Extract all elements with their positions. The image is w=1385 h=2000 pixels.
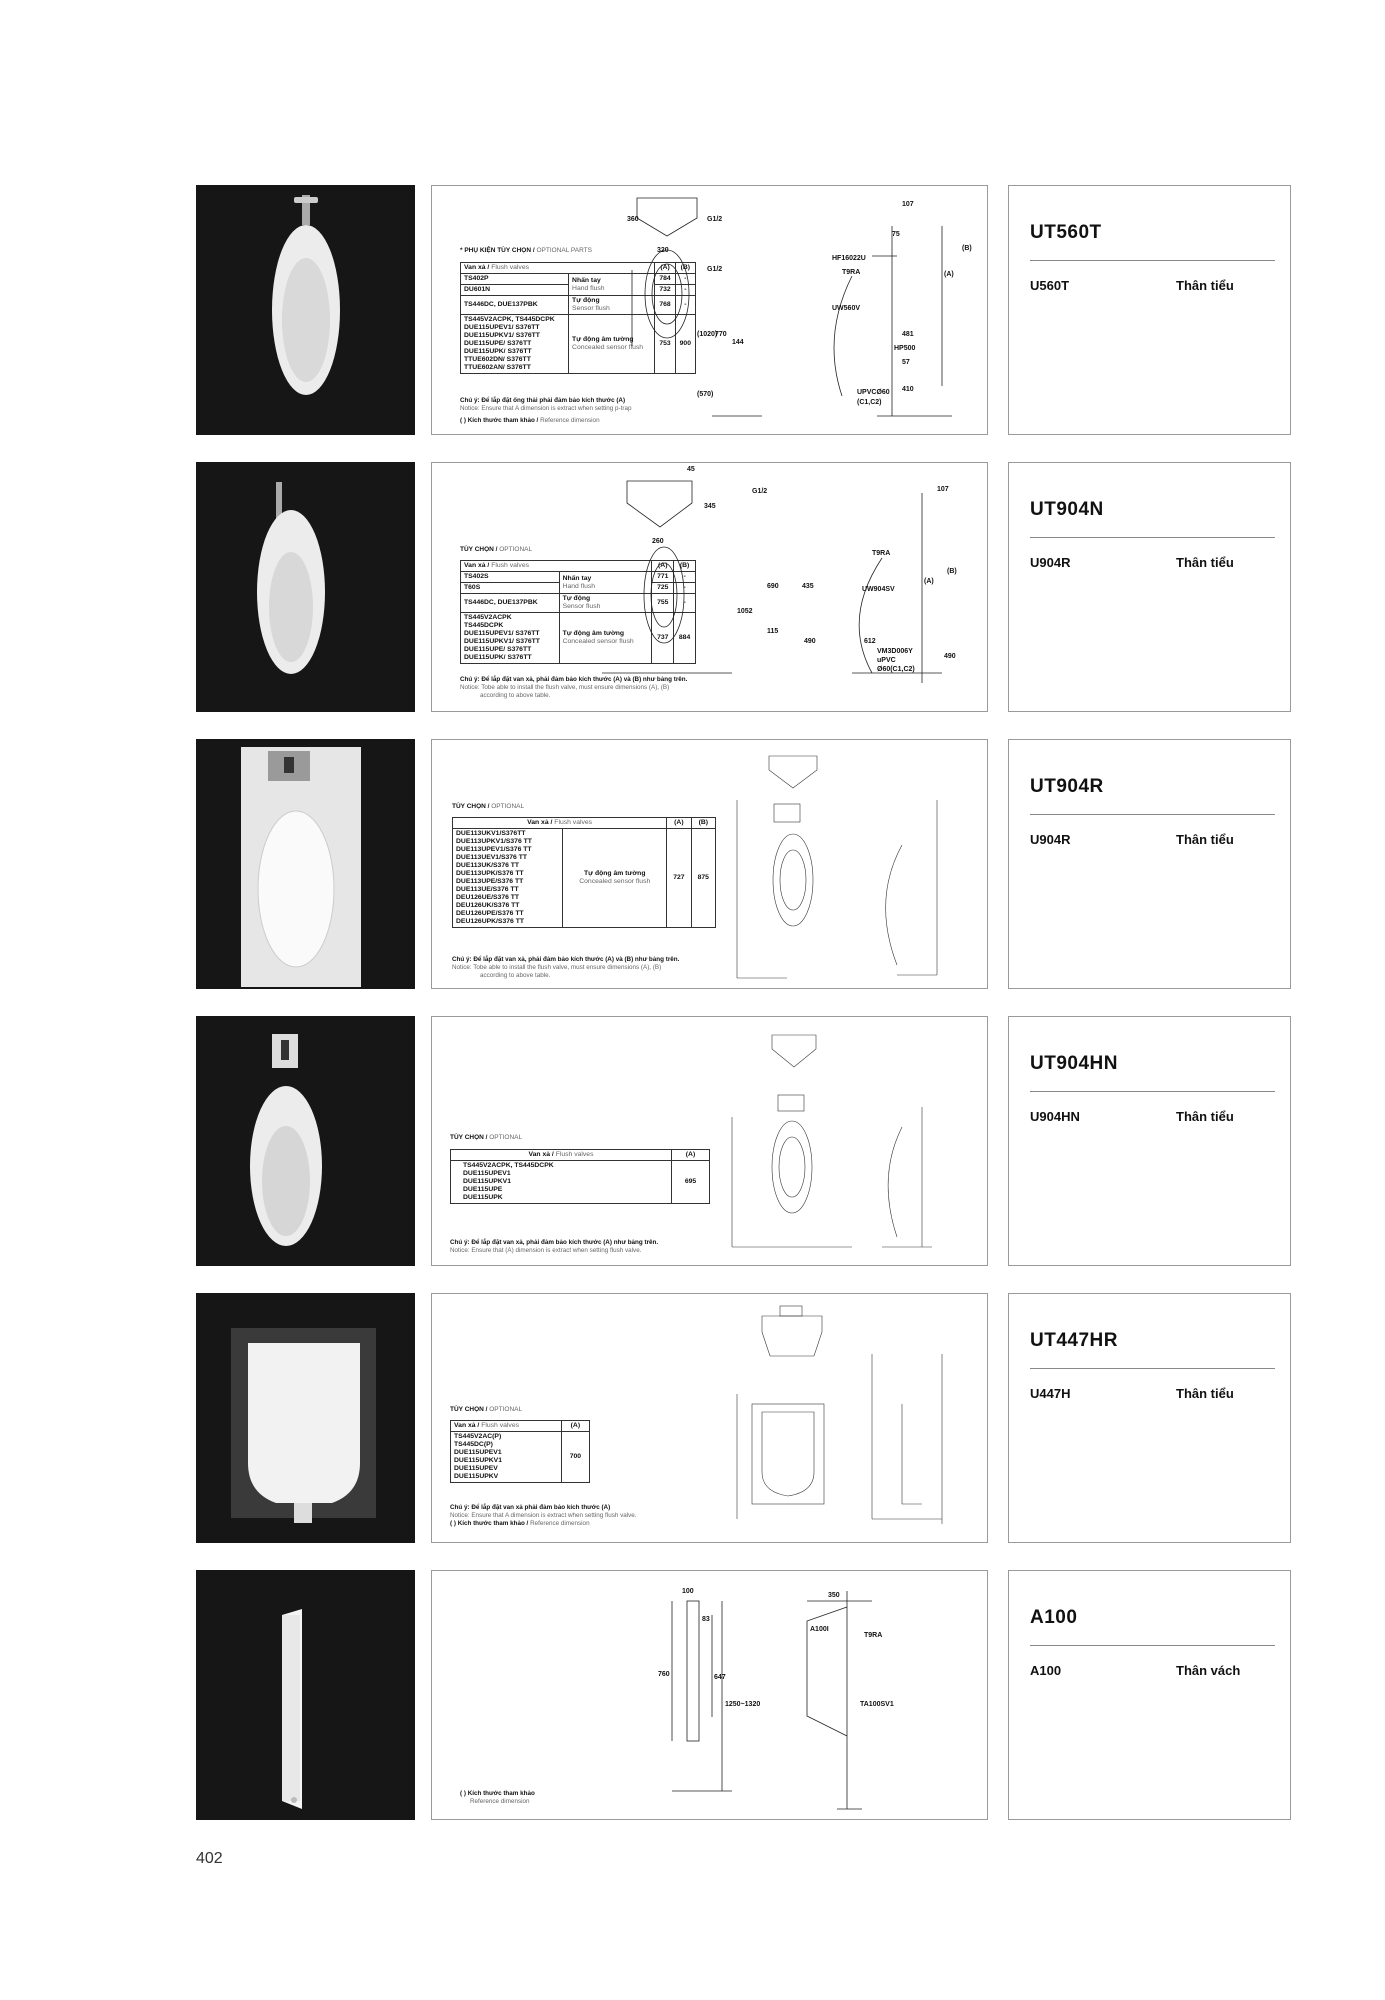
note-en: according to above table.	[480, 692, 551, 699]
product-row-ut447hr	[196, 1293, 1291, 1543]
note-en: Notice: Tobe able to install the flush valve, must ensure dimensions (A), (B)	[460, 684, 670, 691]
dim-label: T9RA	[842, 269, 861, 276]
row-type: Tự động	[572, 297, 600, 304]
dim-label: 144	[732, 339, 744, 346]
row-b: -	[674, 583, 696, 594]
row-a: 725	[652, 583, 674, 594]
product-code: UT904HN	[1030, 1053, 1118, 1074]
dimension-drawing	[432, 1017, 987, 1265]
note-en: according to above table.	[480, 972, 551, 979]
product-row-ut904r	[196, 739, 1291, 989]
row-b: -	[675, 285, 695, 296]
options-title-en: OPTIONAL	[491, 803, 525, 810]
row-a: 700	[561, 1432, 589, 1483]
header-a: (A)	[655, 263, 675, 274]
divider	[1030, 1645, 1275, 1646]
options-title: * PHỤ KIỆN TÙY CHỌN	[460, 247, 532, 254]
header-van-xa: Van xả	[528, 1151, 551, 1158]
dim-label: (A)	[924, 578, 934, 585]
dim-label: 115	[767, 628, 779, 635]
product-model: A100	[1030, 1663, 1062, 1678]
product-info	[1008, 1016, 1291, 1266]
row-models: DU601N	[461, 285, 569, 296]
dimension-drawing	[432, 463, 987, 711]
row-models: TS445V2ACPK, TS445DCPK DUE115UPEV1 DUE115UPKV1 DUE115UPE DUE115UPK	[451, 1161, 672, 1204]
dim-label: (B)	[947, 568, 957, 575]
product-code: A100	[1030, 1607, 1078, 1628]
header-flush-valves: Flush valves	[481, 1422, 519, 1429]
dim-label: G1/2	[752, 488, 768, 495]
dim-label: 481	[902, 331, 914, 338]
dim-label: 75	[892, 231, 900, 238]
urinal-image	[196, 1016, 415, 1266]
row-a: 753	[655, 315, 675, 374]
technical-drawing: TÙY CHỌN / OPTIONAL Van xả / Flush valves (A) (B) TS402S Nhấn tay Hand flush 771 - T60S 725 - TS446DC, DUE137PBK Tự động Sensor flush 755 - TS445V2ACPK TS445DCPK DUE115UPEV1/ S376TT DUE115UPKV1/ S376TT DUE115UPE/ S376TT DUE115UPK/ S376TT Tự động âm tường Concealed sensor flush 737 884 Chú ý: Để lắp đặt van xả, phải đảm bảo kích thước (A) và (B) như bảng trên. Notice: Tobe able to install the flush valve, must ensure dimensions (A), (B) according to above table. 45 345 260 G1/2 107 690 435 1052 115 490 T9RA UW904SV 612 VM3D006Y uPVC Ø60(C1,C2) 490 (A) (B)	[431, 462, 988, 712]
product-type: Thân tiểu	[1176, 1109, 1234, 1124]
options-title-en: OPTIONAL PARTS	[536, 247, 592, 254]
product-photo	[196, 462, 415, 712]
product-photo	[196, 1293, 415, 1543]
row-type: Tự động âm tường	[562, 630, 625, 637]
row-type-en: Hand flush	[572, 284, 605, 292]
row-models: TS445V2ACPK TS445DCPK DUE115UPEV1/ S376TT DUE115UPKV1/ S376TT DUE115UPE/ S376TT DUE115UPK/ S376TT	[461, 613, 560, 664]
product-code: UT560T	[1030, 222, 1102, 243]
technical-drawing: TÙY CHỌN / OPTIONAL Van xả / Flush valves (A) (B) DUE113UKV1/S376TT DUE113UPKV1/S376 TT DUE113UPEV1/S376 TT DUE113UEV1/S376 TT DUE113UK/S376 TT DUE113UPK/S376 TT DUE113UPE/S376 TT DUE113UE/S376 TT DEU126UE/S376 TT DEU126UK/S376 TT DEU126UPE/S376 TT DEU126UPK/S376 TT Tự động âm tường Concealed sensor flush 727 875 Chú ý: Để lắp đặt van xả, phải đảm bảo kích thước (A) và (B) như bảng trên. Notice: Tobe able to install the flush valve, must ensure dimensions (A), (B) according to above table.	[431, 739, 988, 989]
row-type-en: Concealed sensor flush	[579, 878, 651, 885]
header-van-xa: Van xả	[454, 1422, 476, 1429]
product-info	[1008, 462, 1291, 712]
product-model: U904R	[1030, 832, 1071, 847]
product-photo	[196, 1570, 415, 1820]
dim-label: VM3D006Y	[877, 648, 913, 655]
dim-label: 100	[682, 1588, 694, 1595]
row-b: -	[675, 274, 695, 285]
options-title-en: OPTIONAL	[499, 546, 533, 553]
row-type: Tự động âm tường	[584, 870, 646, 877]
row-b: -	[675, 296, 695, 315]
product-photo	[196, 739, 415, 989]
divider	[1030, 1368, 1275, 1369]
header-b: (B)	[675, 263, 695, 274]
header-flush-valves: Flush valves	[554, 819, 593, 826]
options-title: TÙY CHỌN	[460, 546, 494, 553]
product-code: UT447HR	[1030, 1330, 1118, 1351]
dimension-drawing	[432, 1294, 987, 1542]
product-type: Thân tiểu	[1176, 555, 1234, 570]
note-en: Notice: Ensure that (A) dimension is extract when setting flush valve.	[450, 1247, 642, 1254]
row-b: 884	[674, 613, 696, 664]
row-type: Tự động	[562, 595, 591, 602]
row-a: 755	[652, 594, 674, 613]
dim-label: 260	[652, 538, 664, 545]
dim-label: Ø60(C1,C2)	[877, 666, 915, 673]
dim-label: UW560V	[832, 305, 861, 312]
row-a: 732	[655, 285, 675, 296]
row-type: Nhấn tay	[572, 276, 601, 284]
dim-label: (570)	[697, 391, 714, 398]
product-row-a100	[196, 1570, 1291, 1820]
dim-label: 1250~1320	[725, 1701, 761, 1708]
product-model: U447H	[1030, 1386, 1071, 1401]
options-title-en: OPTIONAL	[489, 1134, 523, 1141]
dim-label: 45	[687, 466, 695, 473]
row-type: Tự động âm tường	[572, 336, 634, 343]
note-en: Reference dimension	[530, 1520, 590, 1527]
flush-valve-table: Van xả / Flush valves (A) TS445V2ACPK, TS445DCPK DUE115UPEV1 DUE115UPKV1 DUE115UPE DUE115UPK 695	[450, 1149, 710, 1204]
row-type-en: Concealed sensor flush	[572, 344, 644, 351]
header-flush-valves: Flush valves	[491, 264, 529, 271]
note-vi: Chú ý: Để lắp đặt van xả, phải đảm bảo kích thước (A) và (B) như bảng trên.	[460, 676, 688, 683]
row-models: TS445V2ACPK, TS445DCPK DUE115UPEV1/ S376TT DUE115UPKV1/ S376TT DUE115UPE/ S376TT DUE115UPK/ S376TT TTUE602DN/ S376TT TTUE602AN/ S376TT	[461, 315, 569, 374]
note-vi: Chú ý: Để lắp đặt van xả, phải đảm bảo kích thước (A) như bảng trên.	[450, 1239, 659, 1246]
row-type-en: Hand flush	[562, 582, 596, 590]
dim-label: 490	[804, 638, 816, 645]
dim-label: 1052	[737, 608, 753, 615]
urinal-image	[196, 739, 415, 989]
urinal-image	[196, 1293, 415, 1543]
note-en: Reference dimension	[540, 417, 600, 424]
dim-label: 612	[864, 638, 876, 645]
flush-valve-table: Van xả / Flush valves (A) (B) TS402S Nhấn tay Hand flush 771 - T60S 725 - TS446DC, DUE137PBK Tự động Sensor flush 755 - TS445V2ACPK TS445DCPK DUE115UPEV1/ S376TT DUE115UPKV1/ S376TT DUE115UPE/ S376TT DUE115UPK/ S376TT Tự động âm tường Concealed sensor flush 737 884	[460, 560, 696, 664]
dim-label: 490	[944, 653, 956, 660]
dim-label: 320	[657, 247, 669, 254]
product-type: Thân tiểu	[1176, 1386, 1234, 1401]
dim-label: UPVCØ60	[857, 389, 890, 396]
flush-valve-table: Van xả / Flush valves (A) TS445V2AC(P) TS445DC(P) DUE115UPEV1 DUE115UPKV1 DUE115UPEV DUE115UPKV 700	[450, 1420, 590, 1483]
dim-label: TA100SV1	[860, 1701, 894, 1708]
flush-valve-table: Van xả / Flush valves (A) (B) TS402P Nhấn tay Hand flush 784 - DU601N 732 - TS446DC, DUE137PBK Tự động Sensor flush 768 - TS445V2ACPK, TS445DCPK DUE115UPEV1/ S376TT DUE115UPKV1/ S376TT DUE115UPE/ S376TT DUE115UPK/ S376TT TTUE602DN/ S376TT TTUE602AN/ S376TT Tự động âm tường Concealed sensor flush 753 900	[460, 262, 696, 374]
row-models: T60S	[461, 583, 560, 594]
divider	[1030, 814, 1275, 815]
note-vi: Chú ý: Để lắp đặt van xả, phải đảm bảo kích thước (A) và (B) như bảng trên.	[452, 956, 680, 963]
dim-label: A100I	[810, 1626, 829, 1633]
note-vi: Chú ý: Để lắp đặt van xả phải đảm bảo kích thước (A)	[450, 1504, 611, 1511]
note-en: Notice: Tobe able to install the flush valve, must ensure dimensions (A), (B)	[452, 964, 662, 971]
header-b: (B)	[674, 561, 696, 572]
product-type: Thân vách	[1176, 1663, 1241, 1678]
dim-label: 345	[704, 503, 716, 510]
product-model: U904HN	[1030, 1109, 1080, 1124]
divider	[1030, 537, 1275, 538]
row-type-en: Concealed sensor flush	[562, 638, 634, 645]
row-models: TS446DC, DUE137PBK	[461, 296, 569, 315]
header-van-xa: Van xả	[464, 264, 486, 271]
dim-label: (1020)	[697, 331, 718, 338]
options-title-en: OPTIONAL	[489, 1406, 523, 1413]
partition-image	[196, 1570, 415, 1820]
dimension-drawing	[432, 1571, 987, 1819]
product-model: U560T	[1030, 278, 1070, 293]
header-flush-valves: Flush valves	[491, 562, 529, 569]
technical-drawing: TÙY CHỌN / OPTIONAL Van xả / Flush valves (A) TS445V2ACPK, TS445DCPK DUE115UPEV1 DUE115UPKV1 DUE115UPE DUE115UPK 695 Chú ý: Để lắp đặt van xả, phải đảm bảo kích thước (A) như bảng trên. Notice: Ensure that (A) dimension is extract when setting flush valve.	[431, 1016, 988, 1266]
dim-label: 57	[902, 359, 910, 366]
row-a: 737	[652, 613, 674, 664]
product-row-ut560t	[196, 185, 1291, 435]
dim-label: (A)	[944, 271, 954, 278]
product-type: Thân tiểu	[1176, 832, 1234, 847]
dim-label: 360	[627, 216, 639, 223]
dimension-drawing	[432, 186, 987, 434]
header-a: (A)	[667, 818, 691, 829]
dim-label: uPVC	[877, 657, 896, 664]
dim-label: 107	[902, 201, 914, 208]
note-en: Reference dimension	[470, 1798, 530, 1805]
dim-label: G1/2	[707, 266, 723, 273]
dim-label: HP500	[894, 345, 916, 352]
product-code: UT904N	[1030, 499, 1104, 520]
product-row-ut904hn	[196, 1016, 1291, 1266]
row-a: 784	[655, 274, 675, 285]
dim-label: 83	[702, 1616, 710, 1623]
row-b: -	[674, 572, 696, 583]
row-models: TS402P	[461, 274, 569, 285]
dim-label: 760	[658, 1671, 670, 1678]
dim-label: 690	[767, 583, 779, 590]
row-type: Nhấn tay	[562, 574, 592, 582]
dim-label: T9RA	[864, 1632, 883, 1639]
divider	[1030, 260, 1275, 261]
row-a: 727	[667, 829, 691, 928]
row-a: 695	[671, 1161, 709, 1204]
row-type-en: Sensor flush	[562, 603, 601, 610]
note-vi: Chú ý: Để lắp đặt ống thải phải đảm bảo kích thước (A)	[460, 397, 626, 404]
urinal-image	[196, 462, 415, 712]
header-a: (A)	[652, 561, 674, 572]
row-b: 900	[675, 315, 695, 374]
technical-drawing: * PHỤ KIỆN TÙY CHỌN / OPTIONAL PARTS Van xả / Flush valves (A) (B) TS402P Nhấn tay Hand flush 784 - DU601N 732 - TS446DC, DUE137PBK Tự động Sensor flush 768 - TS445V2ACPK, TS445DCPK DUE115UPEV1/ S376TT DUE115UPKV1/ S376TT DUE115UPE/ S376TT DUE115UPK/ S376TT TTUE602DN/ S376TT TTUE602AN/ S376TT Tự động âm tường Concealed sensor flush 753 900 Chú ý: Để lắp đặt ống thải phải đảm bảo kích thước (A) Notice: Ensure that A dimension is extract when setting p-trap ( ) Kích thước tham khảo / Reference dimension 360 320 G1/2 G1/2 770 (1020) 144 (570) HF16022U T9RA UW560V HP500 481 57 410 UPVCØ60 (C1,C2) 107 75 (A) (B)	[431, 185, 988, 435]
dim-label: HF16022U	[832, 255, 866, 262]
dim-label: 107	[937, 486, 949, 493]
product-info	[1008, 739, 1291, 989]
header-a: (A)	[561, 1421, 589, 1432]
product-info	[1008, 185, 1291, 435]
header-a: (A)	[671, 1150, 709, 1161]
row-a: 768	[655, 296, 675, 315]
note-vi: ( ) Kích thước tham khảo /	[460, 417, 539, 424]
product-photo	[196, 1016, 415, 1266]
header-b: (B)	[691, 818, 715, 829]
row-models: DUE113UKV1/S376TT DUE113UPKV1/S376 TT DUE113UPEV1/S376 TT DUE113UEV1/S376 TT DUE113UK/S376 TT DUE113UPK/S376 TT DUE113UPE/S376 TT DUE113UE/S376 TT DEU126UE/S376 TT DEU126UK/S376 TT DEU126UPE/S376 TT DEU126UPK/S376 TT	[453, 829, 563, 928]
options-title: TÙY CHỌN	[450, 1406, 484, 1413]
dim-label: T9RA	[872, 550, 891, 557]
note-en: Notice: Ensure that A dimension is extract when setting p-trap	[460, 405, 632, 412]
options-title: TÙY CHỌN	[450, 1134, 484, 1141]
dim-label: 435	[802, 583, 814, 590]
row-b: -	[674, 594, 696, 613]
row-a: 771	[652, 572, 674, 583]
dim-label: 410	[902, 386, 914, 393]
header-van-xa: Van xả	[527, 819, 549, 826]
dim-label: UW904SV	[862, 586, 895, 593]
header-van-xa: Van xả	[464, 562, 486, 569]
row-models: TS445V2AC(P) TS445DC(P) DUE115UPEV1 DUE115UPKV1 DUE115UPEV DUE115UPKV	[451, 1432, 562, 1483]
dim-label: (B)	[962, 245, 972, 252]
note-en: Notice: Ensure that A dimension is extract when setting flush valve.	[450, 1512, 637, 1519]
options-title: TÙY CHỌN	[452, 803, 486, 810]
product-info	[1008, 1293, 1291, 1543]
dim-label: (C1,C2)	[857, 399, 882, 406]
page-number: 402	[196, 1850, 223, 1867]
note-vi: ( ) Kích thước tham khảo /	[450, 1520, 529, 1527]
row-b: 875	[691, 829, 715, 928]
technical-drawing	[431, 1570, 988, 1820]
note-vi: ( ) Kích thước tham khảo	[460, 1790, 535, 1797]
technical-drawing: TÙY CHỌN / OPTIONAL Van xả / Flush valves (A) TS445V2AC(P) TS445DC(P) DUE115UPEV1 DUE115UPKV1 DUE115UPEV DUE115UPKV 700 Chú ý: Để lắp đặt van xả phải đảm bảo kích thước (A) Notice: Ensure that A dimension is extract when setting flush valve. ( ) Kích thước tham khảo / Reference dimension	[431, 1293, 988, 1543]
urinal-image	[196, 185, 415, 435]
dim-label: G1/2	[707, 216, 723, 223]
flush-valve-table: Van xả / Flush valves (A) (B) DUE113UKV1/S376TT DUE113UPKV1/S376 TT DUE113UPEV1/S376 TT DUE113UEV1/S376 TT DUE113UK/S376 TT DUE113UPK/S376 TT DUE113UPE/S376 TT DUE113UE/S376 TT DEU126UE/S376 TT DEU126UK/S376 TT DEU126UPE/S376 TT DEU126UPK/S376 TT Tự động âm tường Concealed sensor flush 727 875	[452, 817, 716, 928]
product-info	[1008, 1570, 1291, 1820]
row-models: TS446DC, DUE137PBK	[461, 594, 560, 613]
product-row-ut904n	[196, 462, 1291, 712]
dim-label: 350	[828, 1592, 840, 1599]
dim-label: 647	[714, 1674, 726, 1681]
row-models: TS402S	[461, 572, 560, 583]
dim-label: 770	[715, 331, 727, 338]
row-type-en: Sensor flush	[572, 305, 610, 312]
dimension-drawing	[432, 740, 987, 988]
divider	[1030, 1091, 1275, 1092]
product-photo	[196, 185, 415, 435]
product-code: UT904R	[1030, 776, 1104, 797]
product-model: U904R	[1030, 555, 1071, 570]
header-flush-valves: Flush valves	[555, 1151, 594, 1158]
product-type: Thân tiểu	[1176, 278, 1234, 293]
